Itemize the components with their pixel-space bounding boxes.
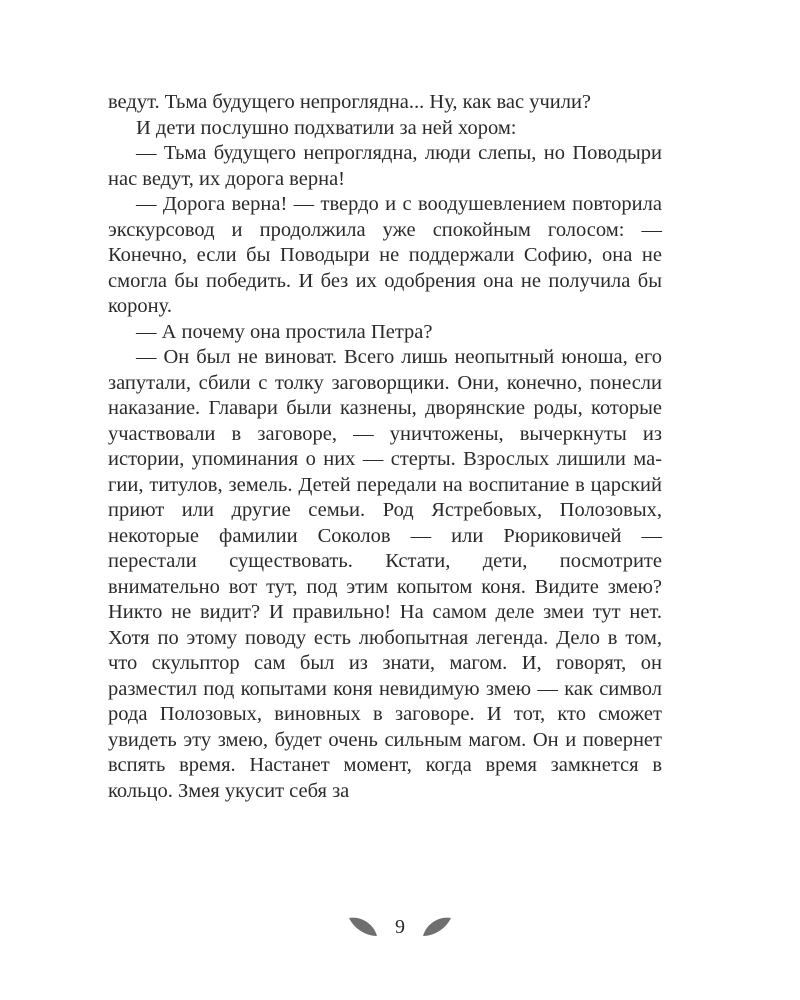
right-leaf-ornament-icon — [421, 914, 453, 940]
paragraph: — Дорога верна! — твердо и с воодушевлением повторила экскурсовод и продолжила уже спокойным голосом: — Конечно, если бы Поводыри не поддержали Софию, она не смогла бы победить. И без их одобрения она не получила бы корону. — [108, 193, 662, 317]
paragraph: И дети послушно подхватили за ней хором: — [136, 116, 517, 139]
paragraph: — А почему она простила Петра? — [136, 320, 433, 343]
paragraph: — Он был не виноват. Всего лишь неопытный юноша, его запутали, сбили с толку заговорщики. Они, конечно, понесли наказание. Главари были казнены, дворянские роды, которые участвовали в заговоре, — уничтожены, вычеркнуты из истории, упоминания о них — стерты. Взрослых лишили магии, титулов, земель. Детей передали на воспитание в царский приют или другие семьи. Род Ястребовых, Полозовых, некоторые фамилии Соколов — или Рюриковичей — перестали существовать. Кстати, дети, посмотрите внимательно вот тут, под этим копытом коня. Видите змею? Никто не видит? И правильно! На самом деле змеи тут нет. Хотя по этому поводу есть любопытная легенда. Дело в том, что скульптор сам был из знати, магом. И, говорят, он разместил под копытами коня невидимую змею — как символ рода Полозовых, виновных в заговоре. И тот, кто сможет увидеть эту змею, будет очень сильным магом. Он и повернет вспять время. Настанет момент, когда время замкнется в кольцо. Змея укусит себя за — [108, 346, 662, 802]
page-number: 9 — [395, 916, 405, 938]
left-leaf-ornament-icon — [347, 914, 379, 940]
paragraph: — Тьма будущего непроглядна, люди слепы, но Поводыри нас ведут, их дорога верна! — [108, 142, 662, 190]
page-footer — [0, 912, 800, 942]
page-body — [108, 90, 662, 804]
paragraph: ведут. Тьма будущего непроглядна... Ну, как вас учили? — [108, 91, 592, 113]
